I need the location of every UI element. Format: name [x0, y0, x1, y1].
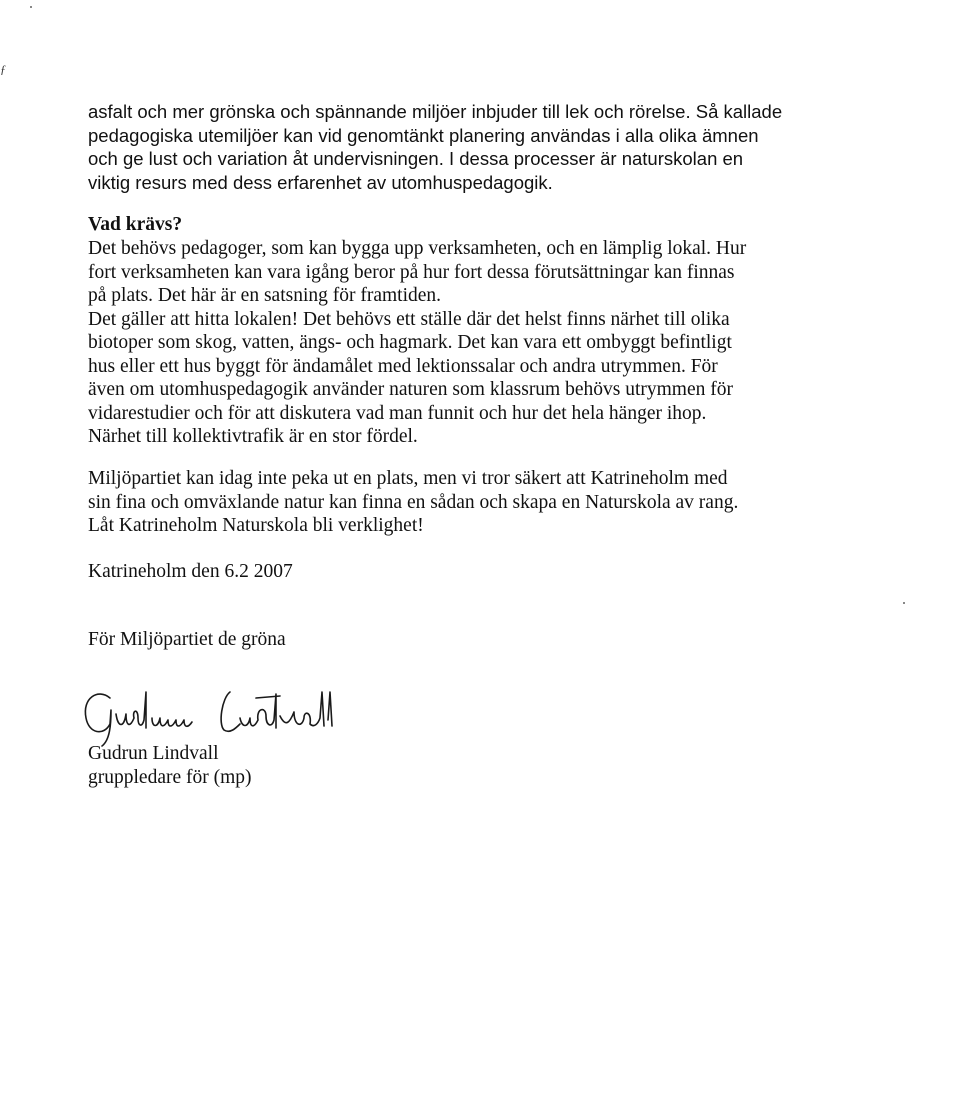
- paragraph-line: asfalt och mer grönska och spännande miljöer inbjuder till lek och rörelse. Så kallade: [88, 101, 783, 122]
- paragraph-line: hus eller ett hus byggt för ändamålet med lektionssalar och andra utrymmen. För: [88, 355, 718, 377]
- scan-speck: [903, 602, 905, 604]
- closing-paragraph: [88, 467, 878, 538]
- paragraph-line: Det gäller att hitta lokalen! Det behövs ett ställe där det helst finns närhet till olika: [88, 308, 730, 330]
- section-heading: Vad krävs?: [88, 214, 183, 235]
- paragraph-line: Närhet till kollektivtrafik är en stor fördel.: [88, 426, 418, 447]
- signatory-name: Gudrun Lindvall: [88, 743, 219, 764]
- paragraph-line: Låt Katrineholm Naturskola bli verklighet!: [88, 515, 424, 536]
- paragraph-line: och ge lust och variation åt undervisningen. I dessa processer är naturskolan en: [88, 148, 744, 169]
- intro-paragraph: [88, 100, 878, 194]
- paragraph-line: pedagogiska utemiljöer kan vid genomtänkt planering användas i alla olika ämnen: [88, 124, 759, 146]
- signatory-role: gruppledare för (mp): [88, 767, 252, 788]
- paragraph-line: viktig resurs med dess erfarenhet av utomhuspedagogik.: [88, 171, 553, 193]
- paragraph-line: sin fina och omväxlande natur kan finna en sådan och skapa en Naturskola av rang.: [88, 491, 739, 513]
- handwritten-signature: [80, 684, 340, 748]
- paragraph-line: vidarestudier och för att diskutera vad man funnit och hur det hela hänger ihop.: [88, 402, 707, 424]
- paragraph-line: Miljöpartiet kan idag inte peka ut en plats, men vi tror säkert att Katrineholm med: [88, 468, 728, 489]
- paragraph-line: fort verksamheten kan vara igång beror på hur fort dessa förutsättningar kan finnas: [88, 261, 735, 283]
- paragraph-line: även om utomhuspedagogik använder naturen som klassrum behövs utrymmen för: [88, 379, 733, 400]
- paragraph-line: Det behövs pedagoger, som kan bygga upp verksamheten, och en lämplig lokal. Hur: [88, 238, 747, 259]
- scan-mark: ƒ: [0, 62, 6, 76]
- paragraph-line: på plats. Det här är en satsning för framtiden.: [88, 285, 442, 306]
- date-line: Katrineholm den 6.2 2007: [88, 561, 293, 582]
- section-body: [88, 237, 878, 449]
- scan-speck: [30, 6, 32, 8]
- paragraph-line: biotoper som skog, vatten, ängs- och hagmark. Det kan vara ett ombyggt befintligt: [88, 332, 732, 353]
- party-line: För Miljöpartiet de gröna: [88, 629, 286, 650]
